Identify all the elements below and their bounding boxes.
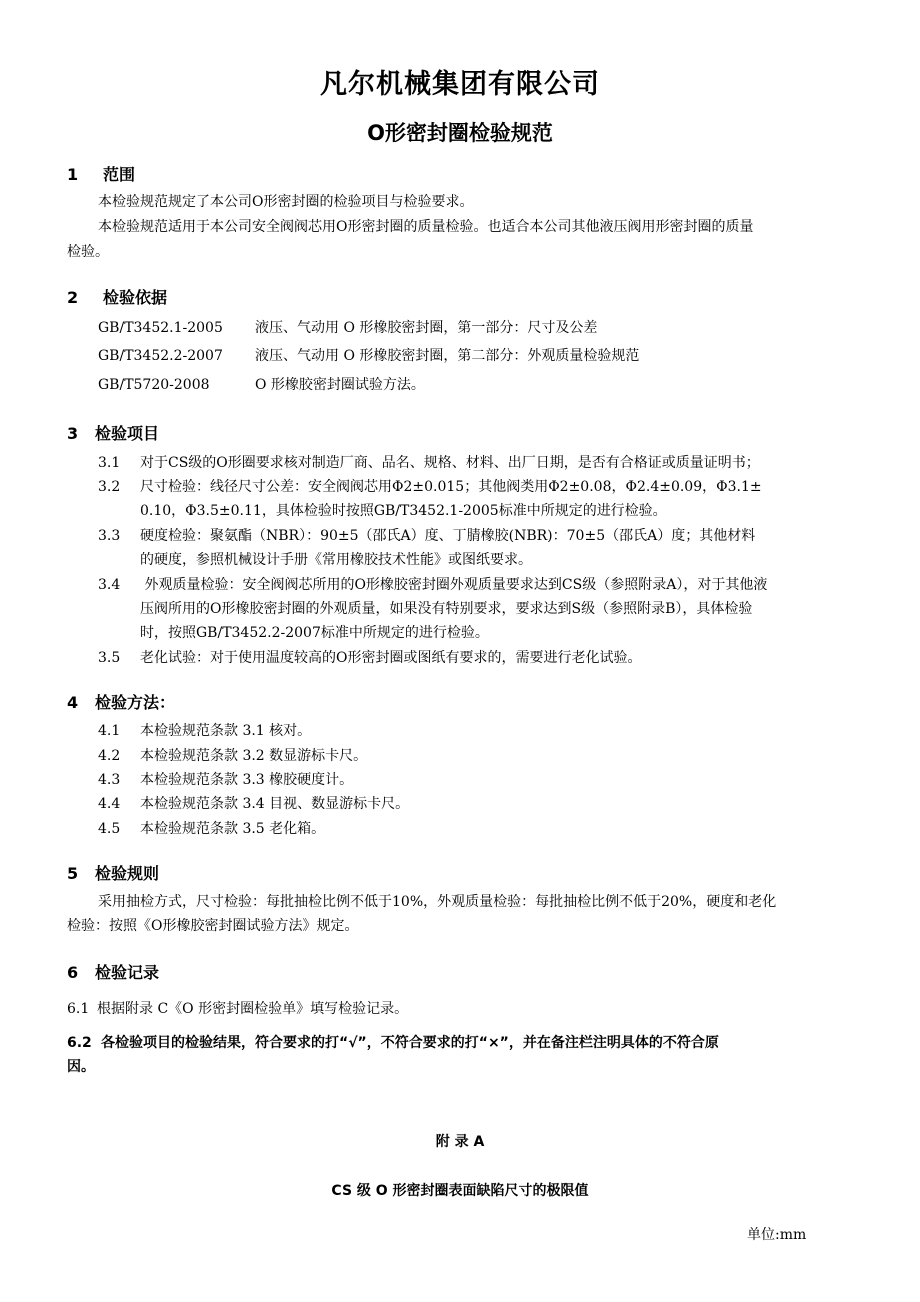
- item-number: 6.2: [67, 1035, 92, 1051]
- item-3-1: [98, 452, 760, 472]
- appendix-heading: 附 录 A: [435, 1134, 485, 1150]
- section-1-paragraph-2-line-1: 本检验规范适用于本公司安全阀阀芯用O形密封圈的质量检验。也适合本公司其他液压阀用形密封圈的质量: [98, 219, 754, 235]
- section-5-paragraph-line-2: 检验：按照《O形橡胶密封圈试验方法》规定。: [67, 918, 359, 934]
- item-6-2: [67, 1032, 719, 1052]
- section-3-heading: 3 检验项目: [67, 424, 160, 443]
- item-6-2-continuation: 因。: [67, 1059, 95, 1075]
- section-1-heading: 1 范围: [67, 165, 136, 184]
- item-text: 各检验项目的检验结果，符合要求的打“√”，不符合要求的打“×”，并在备注栏注明具体的不符合原: [101, 1035, 719, 1051]
- appendix-subtitle: CS 级 O 形密封圈表面缺陷尺寸的极限值: [331, 1183, 589, 1199]
- unit-label: 单位:mm: [747, 1227, 807, 1243]
- item-text: 老化试验：对于使用温度较高的O形密封圈或图纸有要求的，需要进行老化试验。: [140, 650, 642, 666]
- item-number: 3.5: [98, 650, 121, 666]
- item-text: 本检验规范条款 3.5 老化箱。: [140, 821, 326, 837]
- item-4-1: [98, 720, 311, 740]
- item-4-5: [98, 818, 325, 838]
- item-3-4-continuation-2: 时，按照GB/T3452.2-2007标准中所规定的进行检验。: [140, 625, 489, 641]
- item-4-2: [98, 745, 367, 765]
- item-3-4-continuation-1: 压阀所用的O形橡胶密封圈的外观质量，如果没有特别要求，要求达到S级（参照附录B），具体检验: [140, 601, 753, 617]
- reference-code: GB/T3452.1-2005: [98, 320, 223, 336]
- item-4-3: [98, 769, 353, 789]
- item-3-5: [98, 647, 641, 667]
- item-text: 本检验规范条款 3.3 橡胶硬度计。: [140, 772, 354, 788]
- item-number: 4.4: [98, 796, 121, 812]
- section-6-heading: 6 检验记录: [67, 963, 160, 982]
- section-5-paragraph-line-1: 采用抽检方式，尺寸检验：每批抽检比例不低于10%，外观质量检验：每批抽检比例不低于20%，硬度和老化: [98, 894, 777, 910]
- reference-code: GB/T5720-2008: [98, 377, 210, 393]
- item-number: 3.2: [98, 479, 121, 495]
- item-number: 4.1: [98, 723, 121, 739]
- section-4-heading: 4 检验方法：: [67, 693, 176, 712]
- reference-description: 液压、气动用 O 形橡胶密封圈，第二部分：外观质量检验规范: [255, 348, 640, 364]
- item-number: 6.1: [67, 1001, 90, 1017]
- document-title: O形密封圈检验规范: [367, 121, 553, 145]
- section-5-heading: 5 检验规则: [67, 864, 160, 883]
- item-3-4: [98, 574, 767, 594]
- item-text: 对于CS级的O形圈要求核对制造厂商、品名、规格、材料、出厂日期，是否有合格证或质量证明书；: [140, 455, 760, 471]
- reference-description: 液压、气动用 O 形橡胶密封圈，第一部分：尺寸及公差: [255, 320, 598, 336]
- item-number: 3.3: [98, 528, 121, 544]
- reference-row: [98, 345, 639, 365]
- item-3-2-continuation: 0.10，Φ3.5±0.11，具体检验时按照GB/T3452.1-2005标准中所规定的进行检验。: [140, 503, 667, 519]
- item-6-1: [67, 998, 408, 1018]
- item-number: 3.1: [98, 455, 121, 471]
- reference-row: [98, 374, 425, 394]
- item-number: 4.5: [98, 821, 121, 837]
- section-1-paragraph-1: 本检验规范规定了本公司O形密封圈的检验项目与检验要求。: [98, 194, 474, 210]
- reference-description: O 形橡胶密封圈试验方法。: [255, 377, 425, 393]
- company-name: 凡尔机械集团有限公司: [320, 69, 600, 100]
- item-3-3-continuation: 的硬度，参照机械设计手册《常用橡胶技术性能》或图纸要求。: [140, 552, 532, 568]
- item-text: 本检验规范条款 3.4 目视、数显游标卡尺。: [140, 796, 410, 812]
- item-text: 根据附录 C《O 形密封圈检验单》填写检验记录。: [97, 1001, 409, 1017]
- item-text: 本检验规范条款 3.2 数显游标卡尺。: [140, 748, 368, 764]
- item-3-2: [98, 476, 762, 496]
- item-number: 4.3: [98, 772, 121, 788]
- item-text: 尺寸检验：线径尺寸公差：安全阀阀芯用Φ2±0.015；其他阀类用Φ2±0.08，Φ2.4±0.09，Φ3.1±: [140, 479, 762, 495]
- item-text: 硬度检验：聚氨酯（NBR）：90±5（邵氏A）度、丁腈橡胶(NBR)：70±5（邵氏A）度；其他材料: [140, 528, 756, 544]
- item-text: 本检验规范条款 3.1 核对。: [140, 723, 312, 739]
- reference-code: GB/T3452.2-2007: [98, 348, 223, 364]
- item-number: 4.2: [98, 748, 121, 764]
- section-1-paragraph-2-line-2: 检验。: [67, 244, 109, 260]
- item-4-4: [98, 793, 409, 813]
- item-text: 外观质量检验：安全阀阀芯所用的O形橡胶密封圈外观质量要求达到CS级（参照附录A），对于其他液: [140, 577, 768, 593]
- section-2-heading: 2 检验依据: [67, 288, 168, 307]
- item-number: 3.4: [98, 577, 121, 593]
- reference-row: [98, 317, 597, 337]
- item-3-3: [98, 525, 755, 545]
